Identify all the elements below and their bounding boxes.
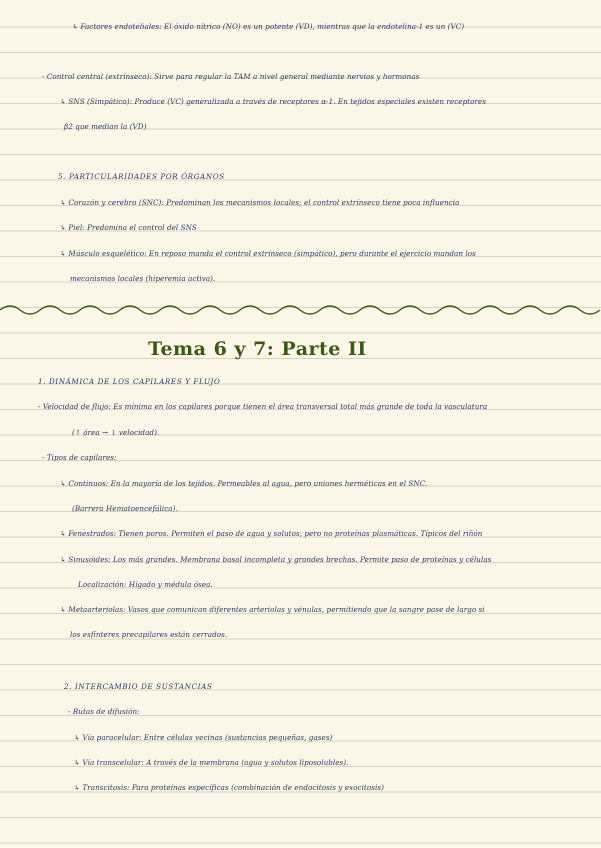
note-line: ↳ Factores endoteliales: El óxido nítrico (NO) es un potente (VD), mientras que la endotelina-1 es un (VC) — [72, 22, 465, 31]
note-line: ↳ SNS (Simpático): Produce (VC) generalizada a través de receptores α-1. En tejidos especiales existen receptores — [60, 97, 487, 106]
section-heading: 5. PARTICULARIDADES POR ÓRGANOS — [58, 172, 225, 181]
note-line: ↳ Vía transcelular: A través de la membrana (agua y solutos liposolubles). — [74, 758, 349, 767]
note-line: ↳ Sinusoides: Los más grandes. Membrana basal incompleta y grandes brechas. Permite paso de proteínas y células — [60, 555, 492, 564]
note-line: - Control central (extrínseco): Sirve para regular la TAM a nivel general mediante nervios y hormonas — [42, 72, 420, 81]
note-line: ↳ Músculo esquelético: En reposo manda el control extrínseco (simpático), pero durante el ejercicio mandan los — [60, 249, 476, 258]
note-line: ↳ Piel: Predomina el control del SNS — [60, 223, 197, 232]
note-line: los esfínteres precapilares están cerrados. — [70, 630, 228, 639]
note-line: β2 que median la (VD) — [64, 122, 147, 131]
note-line: - Tipos de capilares: — [42, 453, 117, 462]
note-line: (Barrera Hematoencefálica). — [72, 504, 178, 513]
note-line: ↳ Corazón y cerebro (SNC): Predominan los mecanismos locales; el control extrínseco tiene poca influencia — [60, 198, 460, 207]
note-line: ↳ Transcitosis: Para proteínas específicas (combinación de endocitosis y exocitosis) — [74, 783, 384, 792]
note-line: - Rutas de difusión: — [68, 707, 140, 716]
note-line: ↳ Fenestrados: Tienen poros. Permiten el paso de agua y solutos, pero no proteínas plasmáticas. Típicos del riñón — [60, 529, 483, 538]
section-heading: 1. DINÁMICA DE LOS CAPILARES Y FLUJO — [38, 377, 221, 386]
note-line: ↳ Vía paracelular: Entre células vecinas (sustancias pequeñas, gases) — [74, 733, 333, 742]
note-line: (↑ área → ↓ velocidad). — [72, 428, 160, 437]
note-line: Localización: Hígado y médula ósea. — [78, 580, 213, 589]
note-line: ↳ Metaarteriolas: Vasos que comunican diferentes arteriolas y vénulas, permitiendo que la sangre pase de largo si — [60, 605, 485, 614]
note-line: mecanismos locales (hiperemia activa). — [70, 274, 216, 283]
note-line: ↳ Continuos: En la mayoría de los tejidos. Permeables al agua, pero uniones herméticas en el SNC. — [60, 479, 428, 488]
note-line: - Velocidad de flujo: Es mínima en los capilares porque tienen el área transversal total más grande de toda la vasculatura — [38, 402, 488, 411]
page-title: Tema 6 y 7: Parte II — [148, 338, 367, 360]
wave-divider — [0, 300, 601, 320]
section-heading: 2. INTERCAMBIO DE SUSTANCIAS — [64, 682, 213, 691]
